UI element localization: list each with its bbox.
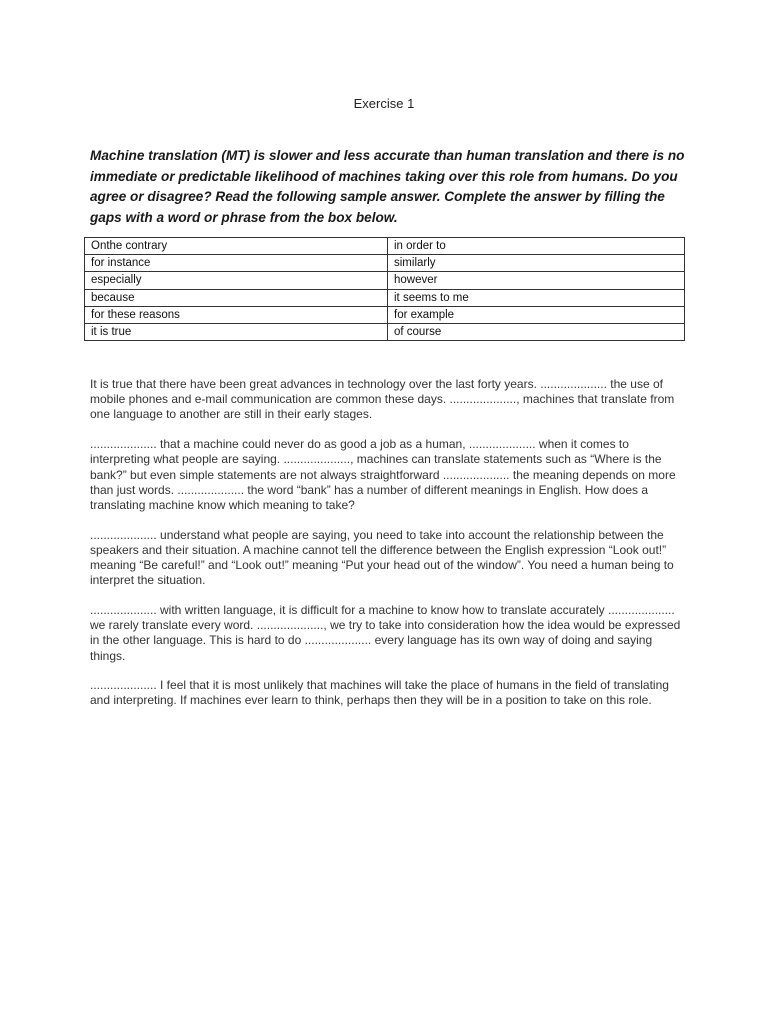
word-box-cell: because: [85, 289, 388, 306]
passage-paragraph-3: .................... understand what people are saying, you need to take into account the relationship between the speakers and their situation. A machine cannot tell the difference between the English expression “Look out!” meaning “Be careful!” and “Look out!” meaning “Put your head out of the window”. You need a human being to interpret the situation.: [90, 527, 674, 588]
word-box-cell: especially: [85, 272, 388, 289]
passage-paragraph-4: .................... with written language, it is difficult for a machine to know how to translate accurately .................... we rarely translate every word. ...................., we try to take into consideration how the idea would be expressed in the other language. This is hard to do .................... every language has its own way of doing and saying things.: [90, 602, 681, 663]
word-box-cell: of course: [388, 323, 685, 340]
word-box-cell: however: [388, 272, 685, 289]
word-box-row: [85, 255, 685, 272]
exercise-title: Exercise 1: [353, 96, 415, 111]
word-box-cell: it seems to me: [388, 289, 685, 306]
word-box-cell: it is true: [85, 323, 388, 340]
word-box-row: [85, 289, 685, 306]
word-box-cell: for example: [388, 306, 685, 323]
word-box-cell: in order to: [388, 238, 685, 255]
word-box-cell: similarly: [388, 255, 685, 272]
passage-paragraph-1: It is true that there have been great advances in technology over the last forty years. .................... the use of mobile phones and e-mail communication are common these days. ...................., machines that translate from one language to another are still in their early stages.: [90, 377, 675, 422]
sample-answer-passage: [90, 377, 690, 723]
word-box-row: [85, 272, 685, 289]
word-box-row: [85, 323, 685, 340]
word-box-cell: for these reasons: [85, 306, 388, 323]
word-box-cell: for instance: [85, 255, 388, 272]
word-box-row: [85, 238, 685, 255]
exercise-prompt: Machine translation (MT) is slower and less accurate than human translation and there is no immediate or predictable likelihood of machines taking over this role from humans. Do you agree or disagree? Read the following sample answer. Complete the answer by filling the gaps with a word or phrase from the box below.: [90, 148, 685, 225]
word-box-table: [84, 237, 685, 341]
word-box-cell: Onthe contrary: [85, 238, 388, 255]
word-box-row: [85, 306, 685, 323]
passage-paragraph-5: .................... I feel that it is most unlikely that machines will take the place of humans in the field of translating and interpreting. If machines ever learn to think, perhaps then they will be in a position to take on this role.: [90, 678, 669, 708]
passage-paragraph-2: .................... that a machine could never do as good a job as a human, .................... when it comes to interpreting what people are saying. ...................., machines can translate statements such as “Where is the bank?” but even simple statements are not always straightforward .................... the meaning depends on more than just words. .................... the word “bank” has a number of different meanings in English. How does a translating machine know which meaning to take?: [90, 437, 676, 512]
